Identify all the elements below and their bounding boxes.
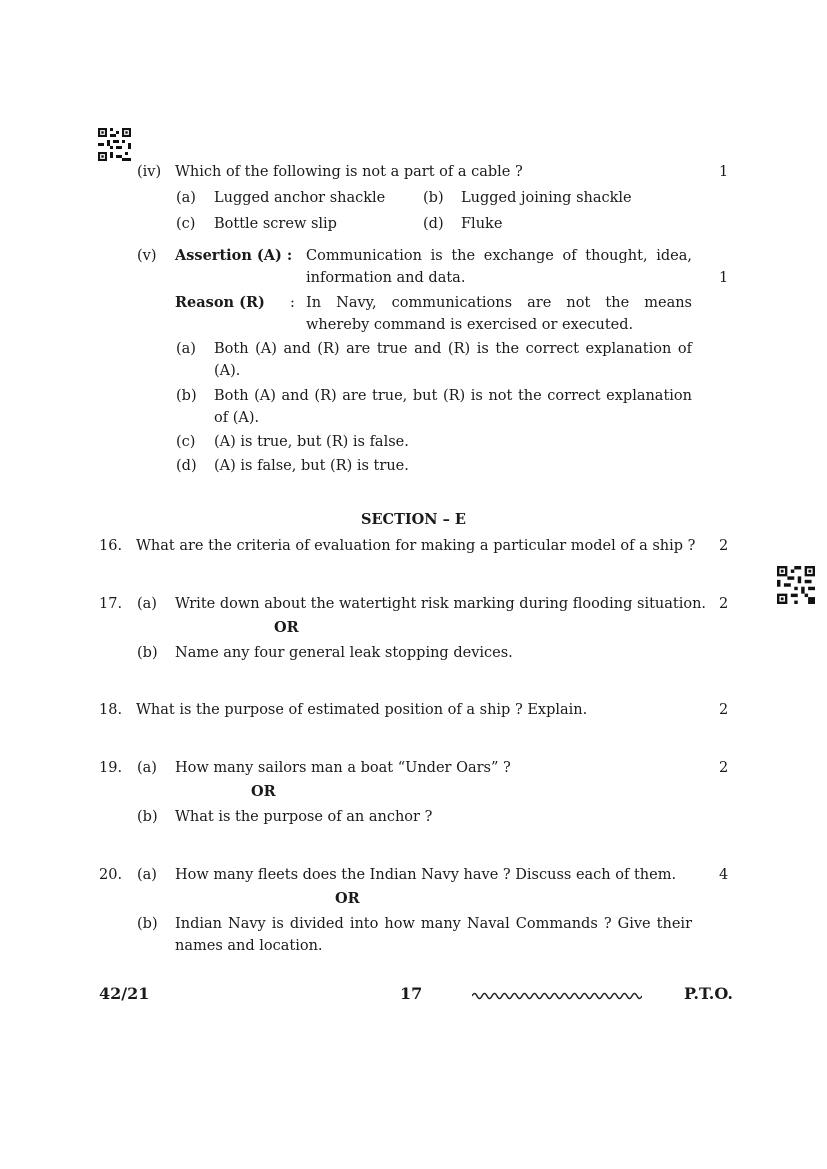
reason-label: Reason (R) [175,294,265,311]
part-label: (a) [137,867,157,883]
question-iv-text: Which of the following is not a part of a cable ? [175,164,523,180]
question-text: How many fleets does the Indian Navy have ? Discuss each of them. [175,867,677,883]
or-separator: OR [274,619,299,636]
qr-code-right-icon [777,566,815,604]
question-marks: 4 [719,867,729,883]
wavy-line-icon [472,988,642,1008]
option-text: Lugged joining shackle [461,190,632,206]
part-label: (b) [137,645,158,661]
question-text: What are the criteria of evaluation for making a particular model of a ship ? [136,538,696,554]
question-number: 20. [99,867,123,883]
question-text: What is the purpose of estimated position of a ship ? Explain. [136,702,588,718]
question-text: Name any four general leak stopping devices. [175,645,513,661]
question-text: Write down about the watertight risk marking during flooding situation. [175,596,707,612]
option-label: (c) [176,216,196,232]
option-label: (d) [176,458,197,474]
option-label: (c) [176,434,196,450]
question-text: How many sailors man a boat “Under Oars” ? [175,760,511,776]
option-label: (d) [423,216,444,232]
option-label: (a) [176,341,196,357]
reason-text-line2: whereby command is exercised or executed. [306,317,634,333]
question-number: 19. [99,760,123,776]
page-number: 17 [400,984,423,1003]
question-iv-marks: 1 [719,164,729,180]
option-text: (A) is false, but (R) is true. [214,458,409,474]
question-v-number: (v) [137,248,157,264]
assertion-text-line1: Communication is the exchange of thought, idea, [306,248,692,264]
paper-code: 42/21 [99,984,150,1003]
or-separator: OR [335,890,360,907]
question-marks: 2 [719,596,729,612]
question-marks: 2 [719,538,729,554]
reason-text-line1: In Navy, communications are not the means [306,295,692,311]
option-text-line1: Both (A) and (R) are true and (R) is the correct explanation of [214,341,692,357]
option-text: Bottle screw slip [214,216,337,232]
part-label: (b) [137,916,158,932]
question-text-line2: names and location. [175,938,323,954]
option-text-line2: of (A). [214,410,260,426]
question-marks: 2 [719,702,729,718]
question-number: 17. [99,596,123,612]
reason-colon: : [290,295,295,311]
part-label: (b) [137,809,158,825]
question-v-marks: 1 [719,270,729,286]
or-separator: OR [251,783,276,800]
qr-code-top-icon [98,128,131,161]
question-text: What is the purpose of an anchor ? [175,809,433,825]
assertion-label: Assertion (A) : [175,247,293,264]
part-label: (a) [137,596,157,612]
pto-label: P.T.O. [684,984,733,1003]
section-title: SECTION – E [361,511,466,528]
question-text-line1: Indian Navy is divided into how many Naval Commands ? Give their [175,916,692,932]
option-text: Lugged anchor shackle [214,190,386,206]
option-label: (b) [423,190,444,206]
question-marks: 2 [719,760,729,776]
option-label: (b) [176,388,197,404]
option-text-line2: (A). [214,363,241,379]
option-text: (A) is true, but (R) is false. [214,434,409,450]
assertion-text-line2: information and data. [306,270,466,286]
option-text: Fluke [461,216,503,232]
option-label: (a) [176,190,196,206]
question-iv-number: (iv) [137,164,162,180]
option-text-line1: Both (A) and (R) are true, but (R) is not the correct explanation [214,388,692,404]
question-number: 16. [99,538,123,554]
part-label: (a) [137,760,157,776]
question-number: 18. [99,702,123,718]
